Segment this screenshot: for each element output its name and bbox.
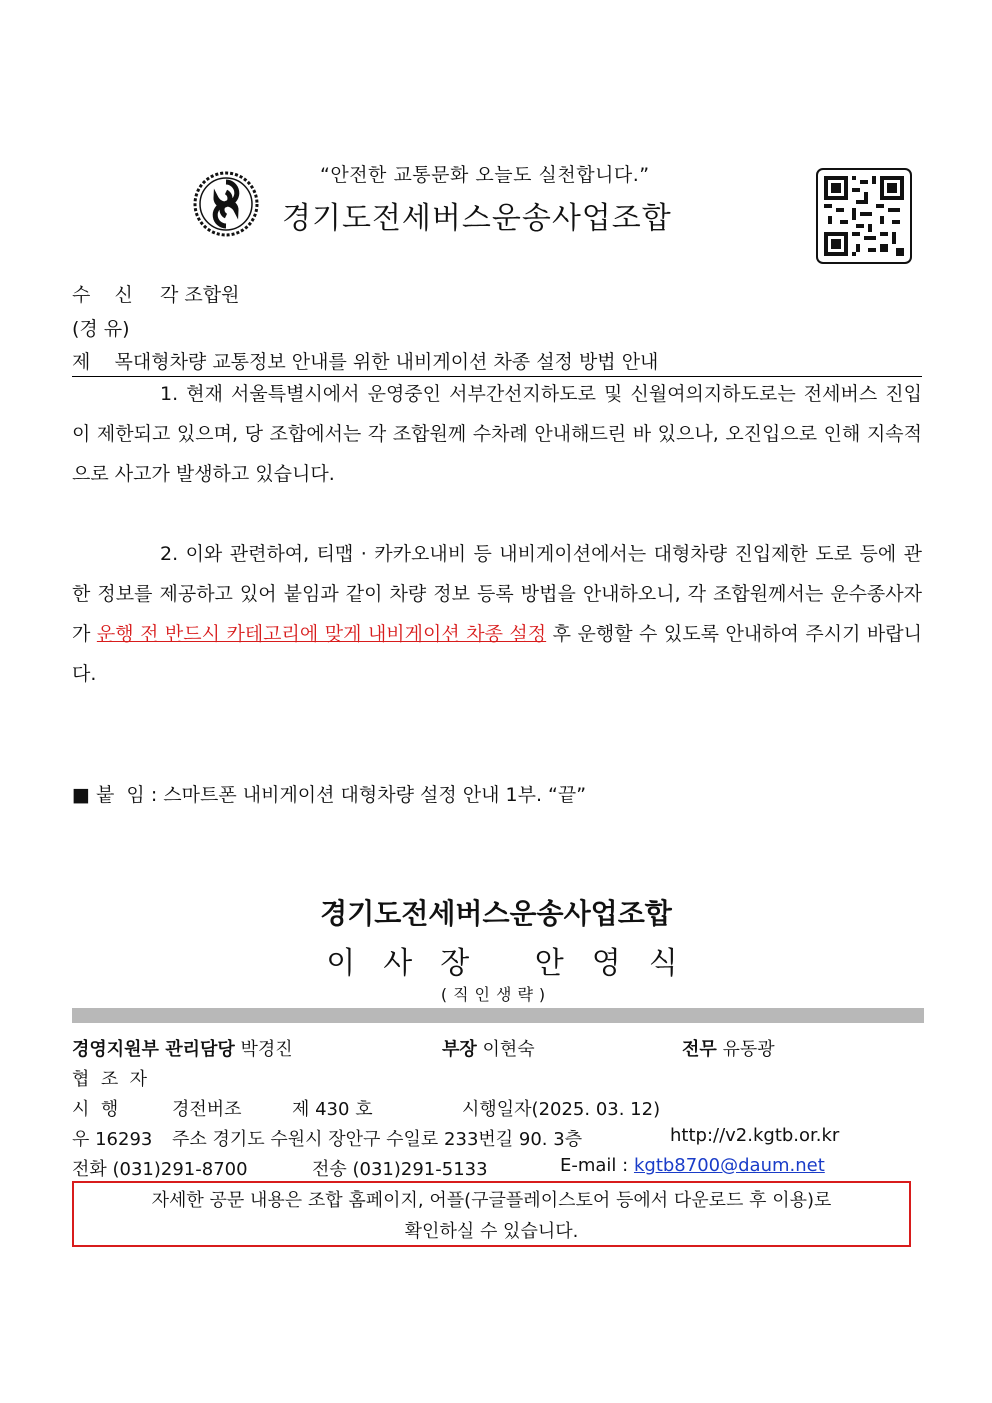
paragraph-1 — [72, 374, 922, 494]
fax: 전송 (031)291-5133 — [312, 1159, 488, 1180]
paragraph-2-text-b: 후 운행할 수 있도록 안내하여 주시기 바랍니다. — [72, 623, 922, 685]
exec-name: 유동광 — [722, 1039, 775, 1060]
recipient-value: 각 조합원 — [160, 284, 240, 306]
recipient-row — [72, 280, 239, 307]
subject-row — [72, 347, 922, 377]
union-logo — [190, 168, 262, 240]
subject-value: 대형차량 교통정보 안내를 위한 내비게이션 차종 설정 방법 안내 — [132, 351, 659, 373]
notice-line-1: 자세한 공문 내용은 조합 홈페이지, 어플(구글플레이스토어 등에서 다운로드 후 이용)로 — [151, 1190, 832, 1211]
postal-code: 우 16293 — [72, 1129, 153, 1150]
attachment-value: 스마트폰 내비게이션 대형차량 설정 안내 1부. “끝” — [163, 784, 587, 806]
email-link[interactable]: kgtb8700@daum.net — [633, 1155, 825, 1176]
paragraph-1-text: 1. 현재 서울특별시에서 운영중인 서부간선지하도로 및 신월여의지하도로는 전세버스 진입이 제한되고 있으며, 당 조합에서는 각 조합원께 수차례 안내해드린 바 있으나, 오진입으로 인해 지속적으로 사고가 발생하고 있습니다. — [72, 383, 922, 485]
exec-title: 전무 — [682, 1039, 717, 1060]
attachment-row — [72, 780, 586, 807]
enforce-date: 시행일자(2025. 03. 12) — [462, 1099, 661, 1120]
org-title: 경기도전세버스운송사업조합 — [282, 201, 672, 236]
via-label: (경 유) — [72, 318, 130, 340]
manager-title: 부장 — [442, 1039, 477, 1060]
paragraph-2-text-a: 2. 이와 관련하여, 티맵 · 카카오내비 등 내비게이션에서는 대형차량 진입제한 도로 등에 관한 정보를 제공하고 있어 붙임과 같이 차량 정보 등록 방법을 안내하오니, 각 조합원께서는 운수종사자가 — [72, 543, 922, 645]
email-label: E-mail : — [560, 1155, 629, 1176]
notice-box — [72, 1181, 911, 1247]
approval-row — [72, 1035, 293, 1061]
slogan: “안전한 교통문화 오늘도 실천합니다.” — [320, 164, 650, 186]
recipient-label: 수 신 — [72, 284, 133, 306]
manager-name: 이현숙 — [482, 1039, 535, 1060]
qr-code-icon[interactable] — [816, 168, 912, 264]
divider-bar — [72, 1008, 924, 1023]
enforce-label: 시 행 — [72, 1099, 119, 1120]
homepage-link[interactable]: http://v2.kgtb.or.kr — [670, 1125, 840, 1146]
seal-note: (직인생략) — [440, 985, 552, 1004]
via-row — [72, 314, 130, 341]
cooperator-label: 협 조 자 — [72, 1069, 148, 1090]
staff-dept: 경영지원부 관리담당 — [72, 1039, 235, 1060]
enforce-no: 제 430 호 — [292, 1099, 373, 1120]
email-row — [560, 1155, 825, 1176]
signature-ceo: 이사장 안영식 — [326, 946, 706, 981]
subject-label: 제 목 — [72, 351, 133, 373]
address: 주소 경기도 수원시 장안구 수일로 233번길 90. 3층 — [172, 1129, 583, 1150]
phone: 전화 (031)291-8700 — [72, 1159, 248, 1180]
paragraph-2 — [72, 534, 922, 694]
signature-org: 경기도전세버스운송사업조합 — [320, 897, 672, 930]
enforce-dept: 경전버조 — [172, 1099, 242, 1120]
exec-cell — [682, 1035, 775, 1061]
attachment-label: ■ 붙 임 : — [72, 784, 158, 806]
staff-name: 박경진 — [240, 1039, 293, 1060]
manager-cell — [442, 1035, 535, 1061]
notice-line-2: 확인하실 수 있습니다. — [404, 1221, 579, 1242]
paragraph-2-highlight: 운행 전 반드시 카테고리에 맞게 내비게이션 차종 설정 — [96, 623, 547, 645]
